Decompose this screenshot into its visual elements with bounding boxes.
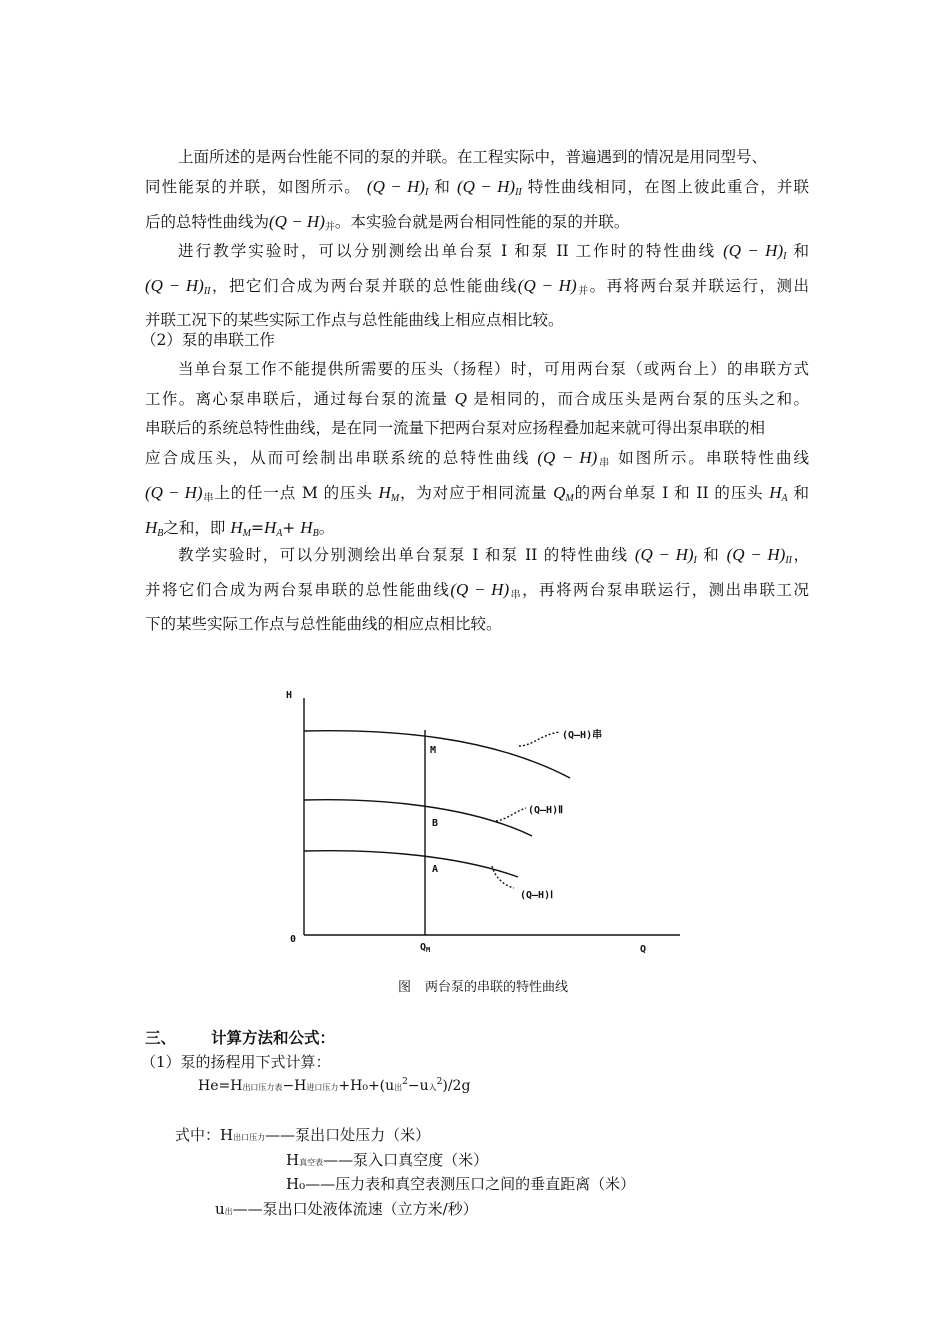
- text-line: 串联后的系统总特性曲线，是在同一流量下把两台泵对应扬程叠加起来就可得出泵串联的相: [145, 419, 766, 437]
- sub-heading-series: （2）泵的串联工作: [141, 331, 275, 349]
- text-line: 下的某些实际工作点与总性能曲线的相应点相比较。: [145, 615, 502, 633]
- q-axis-label: Q: [640, 944, 647, 955]
- text-line: 同性能泵的并联，如图所示。 $(Q - H)_I$ 和 $(Q - H)_{II}$ 特性曲线相同，在图上彼此重合，并联: [145, 177, 809, 198]
- head-formula: He=H出口压力表−H进口压力+H₀+(u出$^2$−u入$^2$)/2g: [198, 1077, 471, 1094]
- formula-intro: （1）泵的扬程用下式计算：: [141, 1053, 331, 1071]
- text-line: $(Q - H)_{II}$，把它们合成为两台泵并联的总性能曲线$(Q - H)_并$。再将两台泵并联运行，测出: [145, 276, 809, 297]
- curve-i-label: (Q—H)Ⅰ: [520, 890, 554, 901]
- point-m-label: M: [430, 745, 437, 756]
- definition-outlet-velocity: u出——泵出口处液体流速（立方米/秒）: [215, 1200, 478, 1218]
- paragraph-parallel-same: [145, 143, 809, 242]
- text-line: $H_B$之和，即 $H_M=H_A+ H_B$。: [145, 518, 335, 539]
- curve-i: [304, 851, 518, 877]
- text-line: 上面所述的是两台性能不同的泵的并联。在工程实际中，普遍遇到的情况是用同型号、: [178, 148, 768, 166]
- definition-vacuum: H真空表——泵入口真空度（米）: [286, 1151, 489, 1169]
- h-axis-label: H: [286, 690, 293, 701]
- section-heading: 三、 计算方法和公式：: [145, 1028, 336, 1047]
- definition-height: H₀——压力表和真空表测压口之间的垂直距离（米）: [286, 1175, 636, 1193]
- series-characteristic-figure: [270, 680, 690, 970]
- paragraph-teaching-series: [145, 540, 809, 639]
- qm-label: $Q_M$: [420, 942, 431, 954]
- text-line: 教学实验时，可以分别测绘出单台泵泵 I 和泵 II 的特性曲线 $(Q - H)_I$ 和 $(Q - H)_{II}$，: [178, 545, 809, 566]
- point-b-label: B: [432, 818, 439, 829]
- paragraph-series: [145, 355, 809, 548]
- text-line: 进行教学实验时，可以分别测绘出单台泵 I 和泵 II 工作时的特性曲线 $(Q - H)_I$ 和: [178, 241, 809, 262]
- text-line: 当单台泵工作不能提供所需要的压头（扬程）时，可用两台泵（或两台上）的串联方式: [178, 360, 809, 378]
- text-line: 应合成压头，从而可绘制出串联系统的总特性曲线 $(Q - H)_串$ 如图所示。串联特性曲线: [145, 448, 809, 469]
- curve-total-label: (Q—H)串: [562, 730, 603, 741]
- curve-total: [304, 731, 570, 778]
- paragraph-teaching-parallel: [145, 236, 809, 335]
- text-line: 并联工况下的某些实际工作点与总性能曲线上相应点相比较。: [145, 311, 564, 329]
- definition-outlet-pressure: 式中：H出口压力——泵出口处压力（米）: [175, 1126, 431, 1144]
- text-line: 工作。离心泵串联后，通过每台泵的流量 Q 是相同的，而合成压头是两台泵的压头之和。: [145, 389, 809, 408]
- leader-ii: [496, 808, 526, 821]
- text-line: $(Q - H)_串$上的任一点 M 的压头 $H_M$，为对应于相同流量 $Q_M$的两台单泵 I 和 II 的压头 $H_A$ 和: [145, 483, 809, 504]
- curve-ii-label: (Q—H)Ⅱ: [528, 805, 564, 816]
- point-a-label: A: [432, 864, 439, 875]
- text-line: 后的总特性曲线为$(Q - H)_并$。本实验台就是两台相同性能的泵的并联。: [145, 212, 630, 233]
- text-line: 并将它们合成为两台泵串联的总性能曲线$(Q - H)_串$，再将两台泵串联运行，测出串联工况: [145, 580, 809, 601]
- figure-caption: 图 两台泵的串联的特性曲线: [398, 980, 569, 995]
- curve-ii: [304, 800, 532, 836]
- origin-label: 0: [290, 934, 297, 945]
- leader-total: [519, 732, 560, 746]
